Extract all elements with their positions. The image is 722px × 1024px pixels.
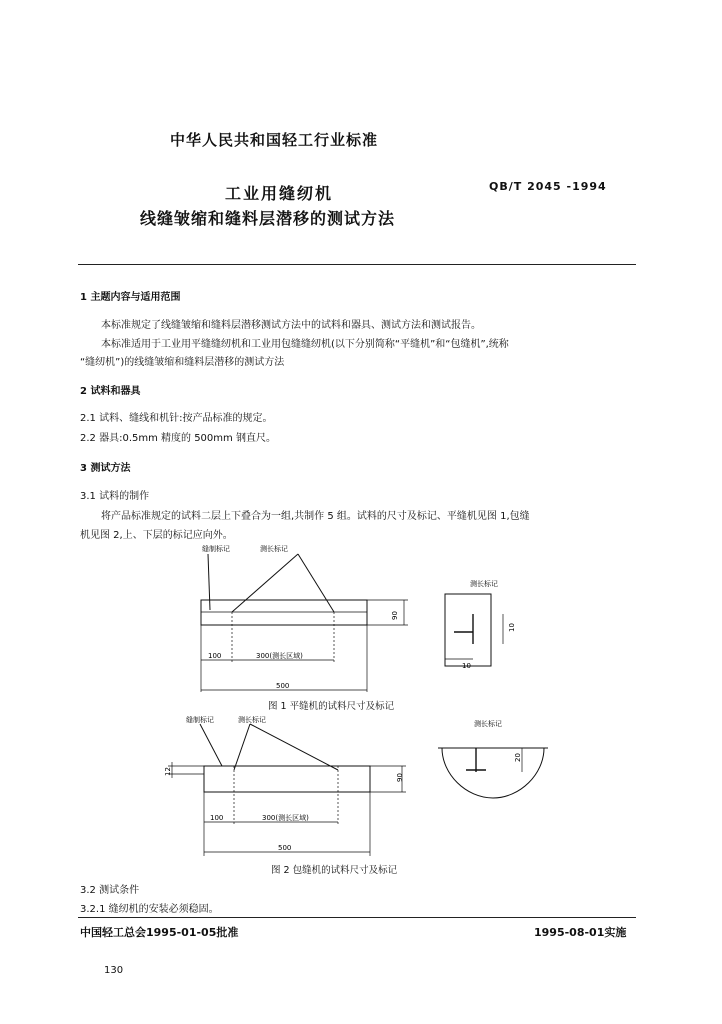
section-2-2: 2.2 器具:0.5mm 精度的 500mm 钢直尺。 [80,433,276,444]
section-1-para-2-line-2: “缝纫机”)的线缝皱缩和缝料层潜移的测试方法 [80,357,285,368]
section-1-para-1: 本标准规定了线缝皱缩和缝料层潜移测试方法中的试料和器具、测试方法和测试报告。 [101,320,481,331]
footer-issuer: 中国轻工总会1995-01-05批准 [80,926,239,939]
fig2-label-measure-mark: 测长标记 [238,716,266,724]
title-line-2: 线缝皱缩和缝料层潜移的测试方法 [140,209,396,228]
header-rule [78,264,636,265]
fig1-leader-sewing [208,554,210,610]
fig1-detail-label: 测长标记 [470,580,498,588]
fig1-detail-dim-a: 10 [508,623,516,632]
fig2-detail-dim: 20 [514,753,522,762]
fig2-leader-measure-a [234,724,250,770]
standard-org: 中华人民共和国轻工行业标准 [170,131,379,149]
fig1-fabric-strip [201,600,367,625]
fig2-leader-measure-b [250,724,338,770]
figure-2-caption: 图 2 包缝机的试料尺寸及标记 [271,865,398,876]
footer-rule [78,917,636,918]
fig1-leader-measure-a [232,554,298,612]
fig2-dim-100: 100 [210,814,224,822]
section-3-2-heading: 3.2 测试条件 [80,885,140,896]
fig1-dim-90: 90 [391,611,399,620]
figure-1-detail [440,572,540,672]
fig2-dim-500: 500 [278,844,292,852]
figure-1-diagram [180,540,480,700]
section-3-1-line-1: 将产品标准规定的试料二层上下叠合为一组,共制作 5 组。试料的尺寸及标记、平缝机见图 1,包缝 [101,511,530,522]
section-2-1: 2.1 试料、缝线和机针:按产品标准的规定。 [80,413,273,424]
fig2-dim-90: 90 [396,773,404,782]
fig1-dim-500: 500 [276,682,290,690]
figure-2-diagram [150,712,430,862]
standard-code: QB/T 2045 -1994 [489,180,607,193]
fig1-dim-300: 300(测长区域) [256,652,303,660]
section-1-para-2-line-1: 本标准适用于工业用平缝缝纫机和工业用包缝缝纫机(以下分别简称“平缝机”和“包缝机”,统称 [101,339,509,350]
section-3-2-1: 3.2.1 缝纫机的安装必须稳固。 [80,904,219,915]
fig1-detail-dim-b: 10 [462,662,471,670]
figure-2-detail [436,714,556,804]
section-3-1-heading: 3.1 试料的制作 [80,491,150,502]
section-3-heading: 3 测试方法 [80,463,131,474]
fig2-dim-300: 300(测长区域) [262,814,309,822]
section-1-heading: 1 主题内容与适用范围 [80,292,181,303]
fig2-leader-sewing [200,724,222,766]
fig2-detail-cup [442,748,544,798]
fig1-detail-box [445,594,491,666]
section-2-heading: 2 试料和器具 [80,386,141,397]
fig1-label-sewing-mark: 缝制标记 [202,545,230,553]
fig1-dim-100: 100 [208,652,222,660]
fig2-fabric-strip [204,766,370,792]
footer-effective: 1995-08-01实施 [534,926,627,939]
fig2-detail-label: 测长标记 [474,720,502,728]
fig1-leader-measure-b [298,554,334,612]
fig1-label-measure-mark: 测长标记 [260,545,288,553]
figure-1-caption: 图 1 平缝机的试料尺寸及标记 [268,701,395,712]
page-number: 130 [104,965,124,976]
fig2-label-sewing-mark: 缝制标记 [186,716,214,724]
section-3-1-line-2: 机见图 2,上、下层的标记应向外。 [80,530,233,541]
fig2-dim-12: 12 [164,767,172,776]
title-line-1: 工业用缝纫机 [225,184,334,203]
